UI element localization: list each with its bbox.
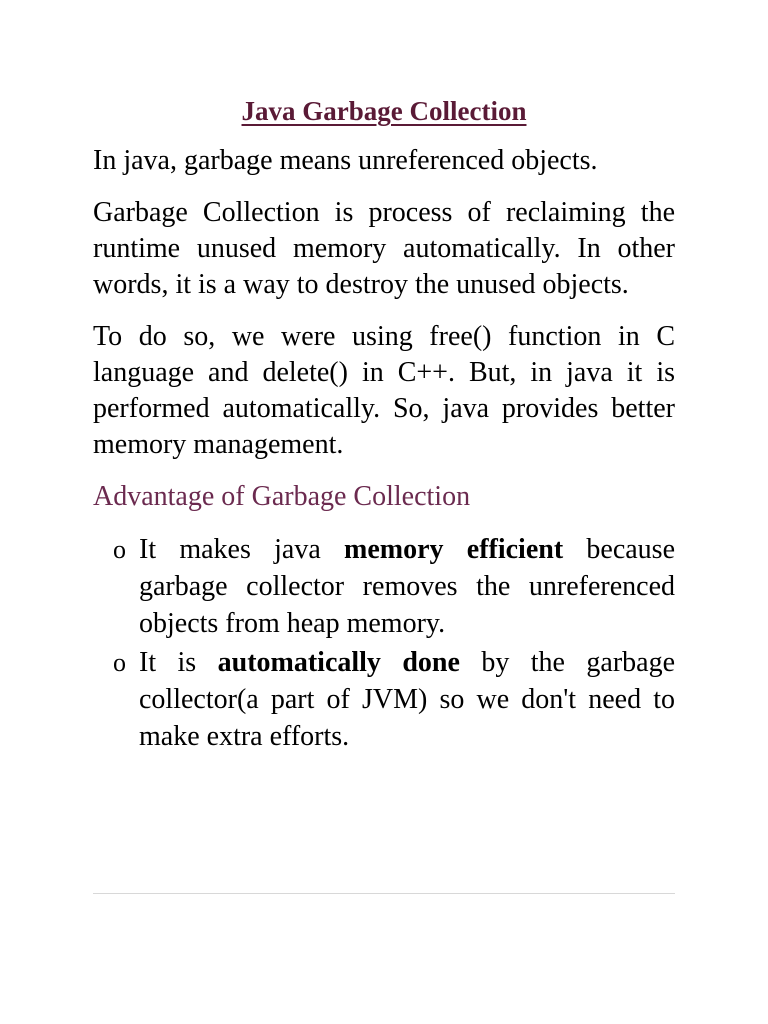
list-item: [93, 644, 675, 755]
bullet-text-bold: automatically done: [217, 647, 460, 678]
document-title: Java Garbage Collection: [241, 96, 527, 126]
bullet-icon: o: [113, 535, 126, 564]
advantages-heading: Advantage of Garbage Collection: [93, 481, 471, 512]
paragraph-definition: In java, garbage means unreferenced objects.: [93, 145, 598, 176]
paragraph-process: Garbage Collection is process of reclaiming the runtime unused memory automatically. In other words, it is a way to destroy the unused objects.: [93, 197, 675, 300]
bullet-text-bold: memory efficient: [344, 534, 564, 565]
list-item: [93, 531, 675, 642]
bullet-text-before: It is: [139, 647, 218, 678]
page-divider: [93, 893, 675, 894]
document-page: [93, 93, 675, 757]
bullet-text-after: by the garbage collector(a part of JVM) so we don't need to make extra efforts.: [139, 647, 676, 752]
paragraph-comparison: To do so, we were using free() function in C language and delete() in C++. But, in java it is performed automatically. So, java provides better memory management.: [93, 321, 675, 460]
bullet-text-before: It makes java: [139, 534, 345, 565]
advantages-list: [93, 531, 675, 755]
bullet-icon: o: [113, 648, 126, 677]
bullet-text-after: because garbage collector removes the unreferenced objects from heap memory.: [139, 534, 676, 639]
